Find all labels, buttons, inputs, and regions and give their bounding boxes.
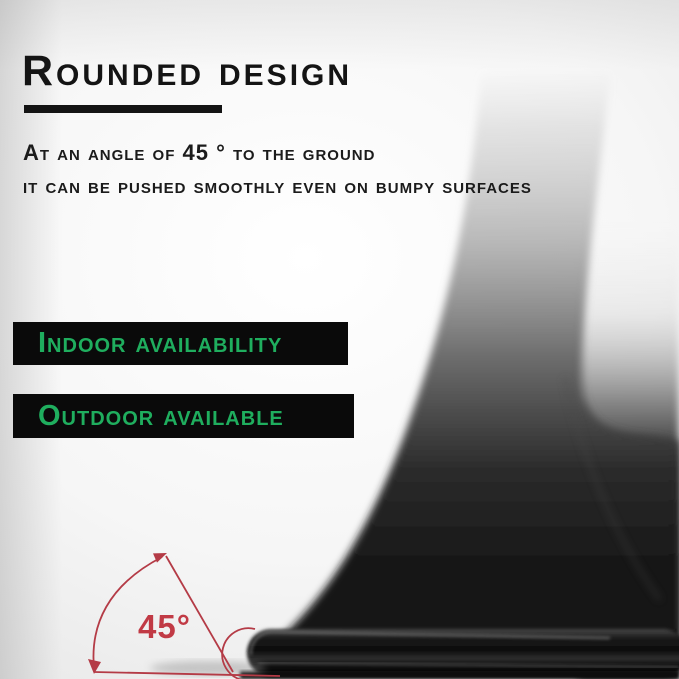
subtitle-line-2: it can be pushed smoothly even on bumpy surfaces xyxy=(23,173,532,198)
badge-outdoor xyxy=(13,394,354,438)
angle-label: 45° xyxy=(138,608,191,645)
title-underline xyxy=(24,105,222,113)
badge-indoor-label: Indoor availability xyxy=(38,327,283,359)
subtitle-line-1: At an angle of 45 ° to the ground xyxy=(23,140,376,165)
badge-outdoor-label: Outdoor available xyxy=(38,399,284,432)
subtitle xyxy=(23,136,532,202)
badge-indoor xyxy=(13,322,348,365)
base-shadow-strip xyxy=(240,671,679,679)
page-title: Rounded design xyxy=(22,47,353,95)
